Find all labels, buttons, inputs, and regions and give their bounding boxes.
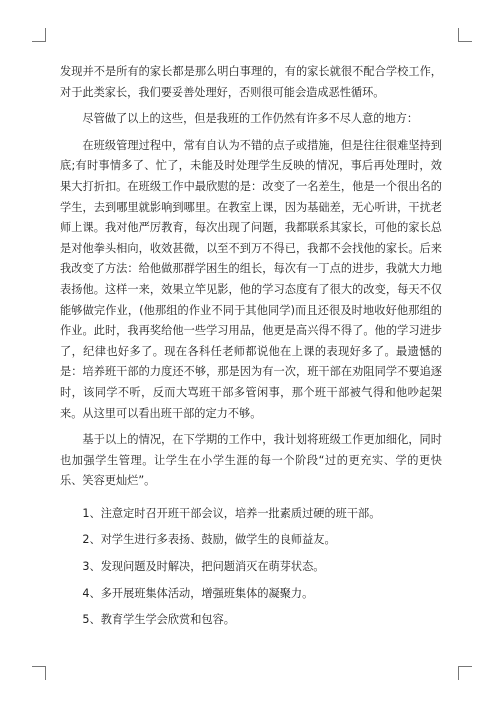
paragraph: 基于以上的情况，在下学期的工作中，我计划将班级工作更加细化，同时也加强学生管理。让学生在小学生涯的每一个阶段“过的更充实、学的更快乐、笑容更灿烂”。 <box>60 433 442 488</box>
paragraph: 在班级管理过程中，常有自认为不错的点子或措施，但是往往很难坚持到底;有时事情多了、忙了，未能及时处理学生反映的情况，事后再处理时，效果大打折扣。在班级工作中最欣慰的是：改变了一名差生，他是一个很出名的学生，去到哪里就影响到哪里。在教室上课，因为基础差，无心听讲，干扰老师上课。我对他严厉教育，每次出现了问题，我都联系其家长，可他的家长总是对他拳头相向，收效甚微，以至不到万不得已，我都不会找他的家长。后来我改变了方法：给他做那群学困生的组长，每次有一丁点的进步，我就大力地表扬他。这样一来，效果立竿见影，他的学习态度有了很大的改变，每天不仅能够做完作业，(他那组的作业不同于其他同学)而且还很及时地收好他那组的作业。此时，我再奖给他一些学习用品，他更是高兴得不得了。他的学习进步了，纪律也好多了。现在各科任老师都说他在上课的表现好多了。最遗憾的是：培养班干部的力度还不够，那是因为有一次，班干部在劝阻同学不要追逐时，该同学不听，反而大骂班干部多管闲事，那个班干部被气得和他吵起架来。从这里可以看出班干部的定力不够。 <box>60 138 442 420</box>
paragraph: 尽管做了以上的这些，但是我班的工作仍然有许多不尽人意的地方： <box>82 112 419 126</box>
list-item: 5、教育学生学会欣赏和包容。 <box>82 613 235 627</box>
list-item: 3、发现问题及时解决，把问题消灭在萌芽状态。 <box>82 560 325 574</box>
list-item: 2、对学生进行多表扬、鼓励，做学生的良师益友。 <box>82 533 336 547</box>
list-item: 1、注意定时召开班干部会议，培养一批素质过硬的班干部。 <box>82 506 381 520</box>
document-body <box>60 62 442 637</box>
crop-mark-bottom-left <box>32 666 46 680</box>
crop-mark-top-left <box>32 28 46 42</box>
paragraph: 发现并不是所有的家长都是那么明白事理的，有的家长就很不配合学校工作，对于此类家长，我们要妥善处理好，否则很可能会造成恶性循环。 <box>60 65 442 99</box>
list-item: 4、多开展班集体活动，增强班集体的凝聚力。 <box>82 586 314 600</box>
crop-mark-top-right <box>458 28 472 42</box>
crop-mark-bottom-right <box>458 666 472 680</box>
